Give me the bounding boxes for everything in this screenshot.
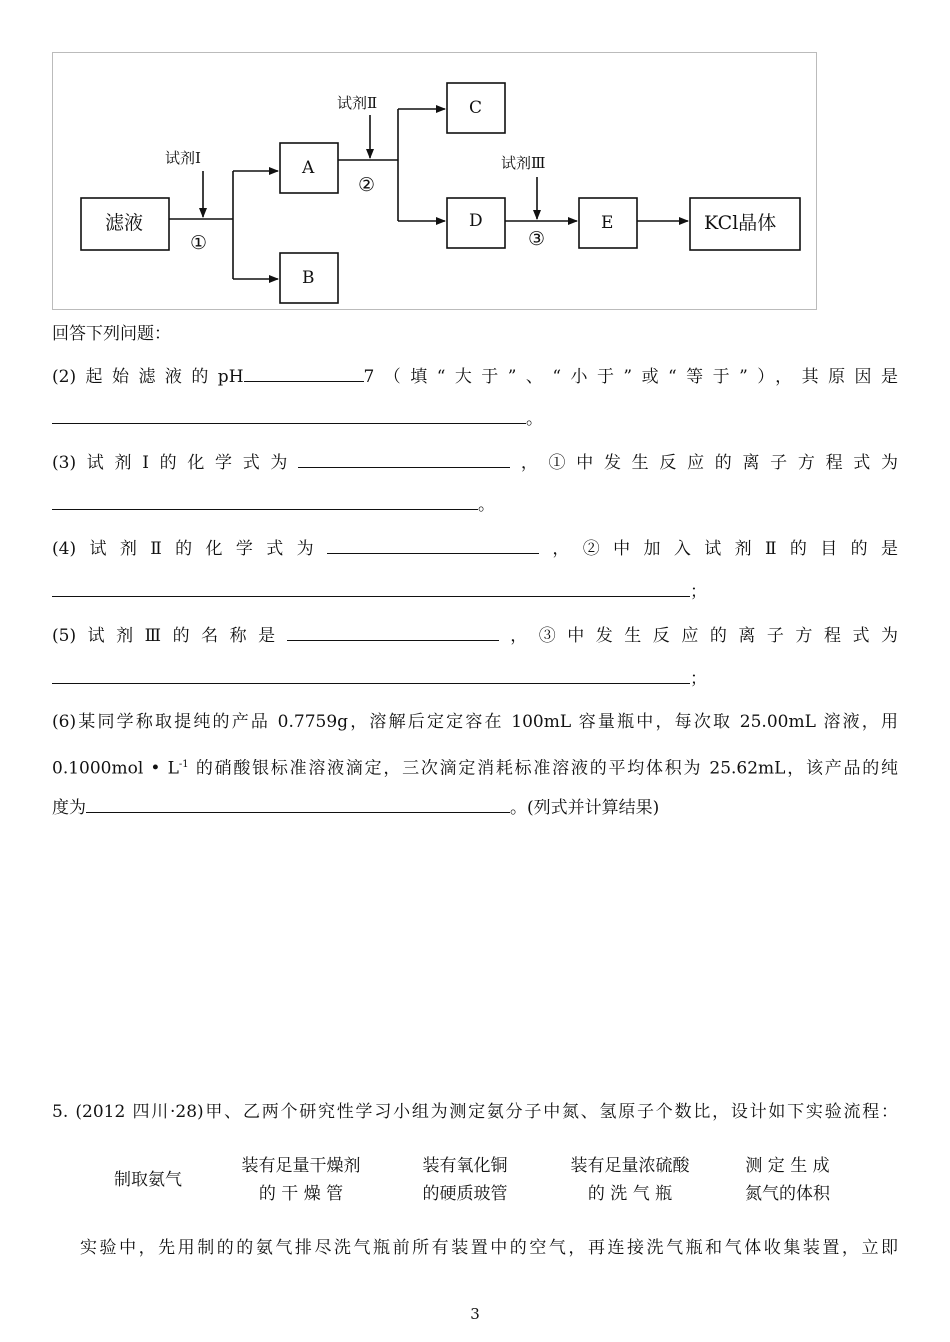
question-5-text-a: (5)试剂Ⅲ的名称是 bbox=[52, 626, 287, 646]
question-2-line2 bbox=[52, 408, 898, 430]
box-product-label: KCl晶体 bbox=[704, 212, 777, 234]
flow-step-4 bbox=[555, 1152, 705, 1208]
question-5-line1 bbox=[52, 625, 898, 647]
question-2-line1 bbox=[52, 366, 898, 388]
answer-blank[interactable] bbox=[52, 494, 478, 510]
question-4-line2 bbox=[52, 581, 898, 603]
question-5-end: ； bbox=[690, 669, 707, 689]
question-3-text-a: (3)试剂Ⅰ的化学式为 bbox=[52, 453, 299, 473]
flow-step-4-line2: 的 洗 气 瓶 bbox=[587, 1184, 673, 1204]
reagent-3-label: 试剂Ⅲ bbox=[501, 154, 546, 172]
question-6-line2 bbox=[52, 754, 898, 780]
flow-step-4-line1: 装有足量浓硫酸 bbox=[570, 1156, 690, 1176]
answer-blank[interactable] bbox=[287, 625, 499, 641]
question-6-line2-sup: -1 bbox=[178, 759, 189, 770]
question-6-line1: (6)某同学称取提纯的产品 0.7759g，溶解后定定容在 100mL 容量瓶中，每次取 25.00mL 溶液，用 bbox=[52, 712, 898, 732]
flow-step-5-line2: 氮气的体积 bbox=[745, 1184, 830, 1204]
question-4-end: ； bbox=[690, 582, 707, 602]
answer-blank[interactable] bbox=[327, 538, 539, 554]
problem-5-text: 实验中，先用制的的氨气排尽洗气瓶前所有装置中的空气，再连接洗气瓶和气体收集装置，立即 bbox=[80, 1238, 898, 1258]
box-filtrate-label: 滤液 bbox=[105, 212, 144, 234]
question-2-text-b: 7（填“大于”、“小于”或“等于”），其原因是 bbox=[363, 367, 898, 387]
question-2-end: 。 bbox=[526, 409, 543, 429]
flow-step-5-line1: 测 定 生 成 bbox=[745, 1156, 830, 1176]
box-C-label: C bbox=[469, 98, 483, 118]
question-3-text-b: ，①中发生反应的离子方程式为 bbox=[510, 453, 899, 473]
answer-blank[interactable] bbox=[52, 668, 690, 684]
diagram-lines bbox=[53, 53, 818, 311]
question-5-text-b: ，③中发生反应的离子方程式为 bbox=[498, 626, 898, 646]
flow-step-3-line2: 的硬质玻管 bbox=[422, 1184, 508, 1204]
box-B-label: B bbox=[302, 268, 315, 288]
answer-blank[interactable] bbox=[52, 581, 690, 597]
question-6-line3 bbox=[52, 797, 898, 819]
step-2-label: ② bbox=[358, 174, 376, 196]
intro: 回答下列问题： bbox=[52, 324, 171, 344]
flow-diagram bbox=[52, 52, 817, 310]
flow-step-1 bbox=[102, 1166, 194, 1194]
reagent-1-label: 试剂Ⅰ bbox=[165, 149, 201, 167]
flow-step-2 bbox=[226, 1152, 376, 1208]
flow-step-2-line2: 的 干 燥 管 bbox=[258, 1184, 344, 1204]
question-4-line1 bbox=[52, 538, 898, 560]
question-6-line2-a: 0.1000mol • L bbox=[52, 758, 179, 779]
reagent-2-label: 试剂Ⅱ bbox=[337, 94, 378, 112]
problem-5-title: 5. (2012 四川·28)甲、乙两个研究性学习小组为测定氨分子中氮、氢原子个数比，设计如下实验流程： bbox=[52, 1102, 898, 1122]
step-1-label: ① bbox=[190, 232, 208, 254]
flow-step-3 bbox=[400, 1152, 530, 1208]
step-3-label: ③ bbox=[528, 228, 546, 250]
answer-blank[interactable] bbox=[86, 797, 510, 813]
box-E-label: E bbox=[601, 213, 614, 233]
question-4-text-b: ，②中加入试剂Ⅱ的目的是 bbox=[538, 539, 898, 559]
flow-step-3-line1: 装有氧化铜 bbox=[422, 1156, 508, 1176]
box-A-label: A bbox=[302, 158, 315, 178]
page-number: 3 bbox=[470, 1305, 480, 1323]
question-6-line2-b: 的硝酸银标准溶液滴定，三次滴定消耗标准溶液的平均体积为 25.62mL，该产品的纯 bbox=[188, 758, 898, 779]
flow-step-1-label: 制取氨气 bbox=[114, 1170, 182, 1190]
box-D-label: D bbox=[469, 211, 483, 231]
question-6-line3-b: 。(列式并计算结果) bbox=[510, 798, 660, 818]
question-6-line3-a: 度为 bbox=[52, 798, 86, 818]
flow-step-5 bbox=[725, 1152, 850, 1208]
answer-blank[interactable] bbox=[298, 452, 510, 468]
question-3-end: 。 bbox=[478, 495, 495, 515]
answer-blank[interactable] bbox=[52, 408, 526, 424]
question-3-line2 bbox=[52, 494, 898, 516]
question-3-line1 bbox=[52, 452, 898, 474]
question-2-text-a: (2)起始滤液的pH bbox=[52, 367, 244, 387]
answer-blank[interactable] bbox=[244, 366, 364, 382]
question-5-line2 bbox=[52, 668, 898, 690]
flow-step-2-line1: 装有足量干燥剂 bbox=[241, 1156, 361, 1176]
question-4-text-a: (4)试剂Ⅱ的化学式为 bbox=[52, 539, 327, 559]
